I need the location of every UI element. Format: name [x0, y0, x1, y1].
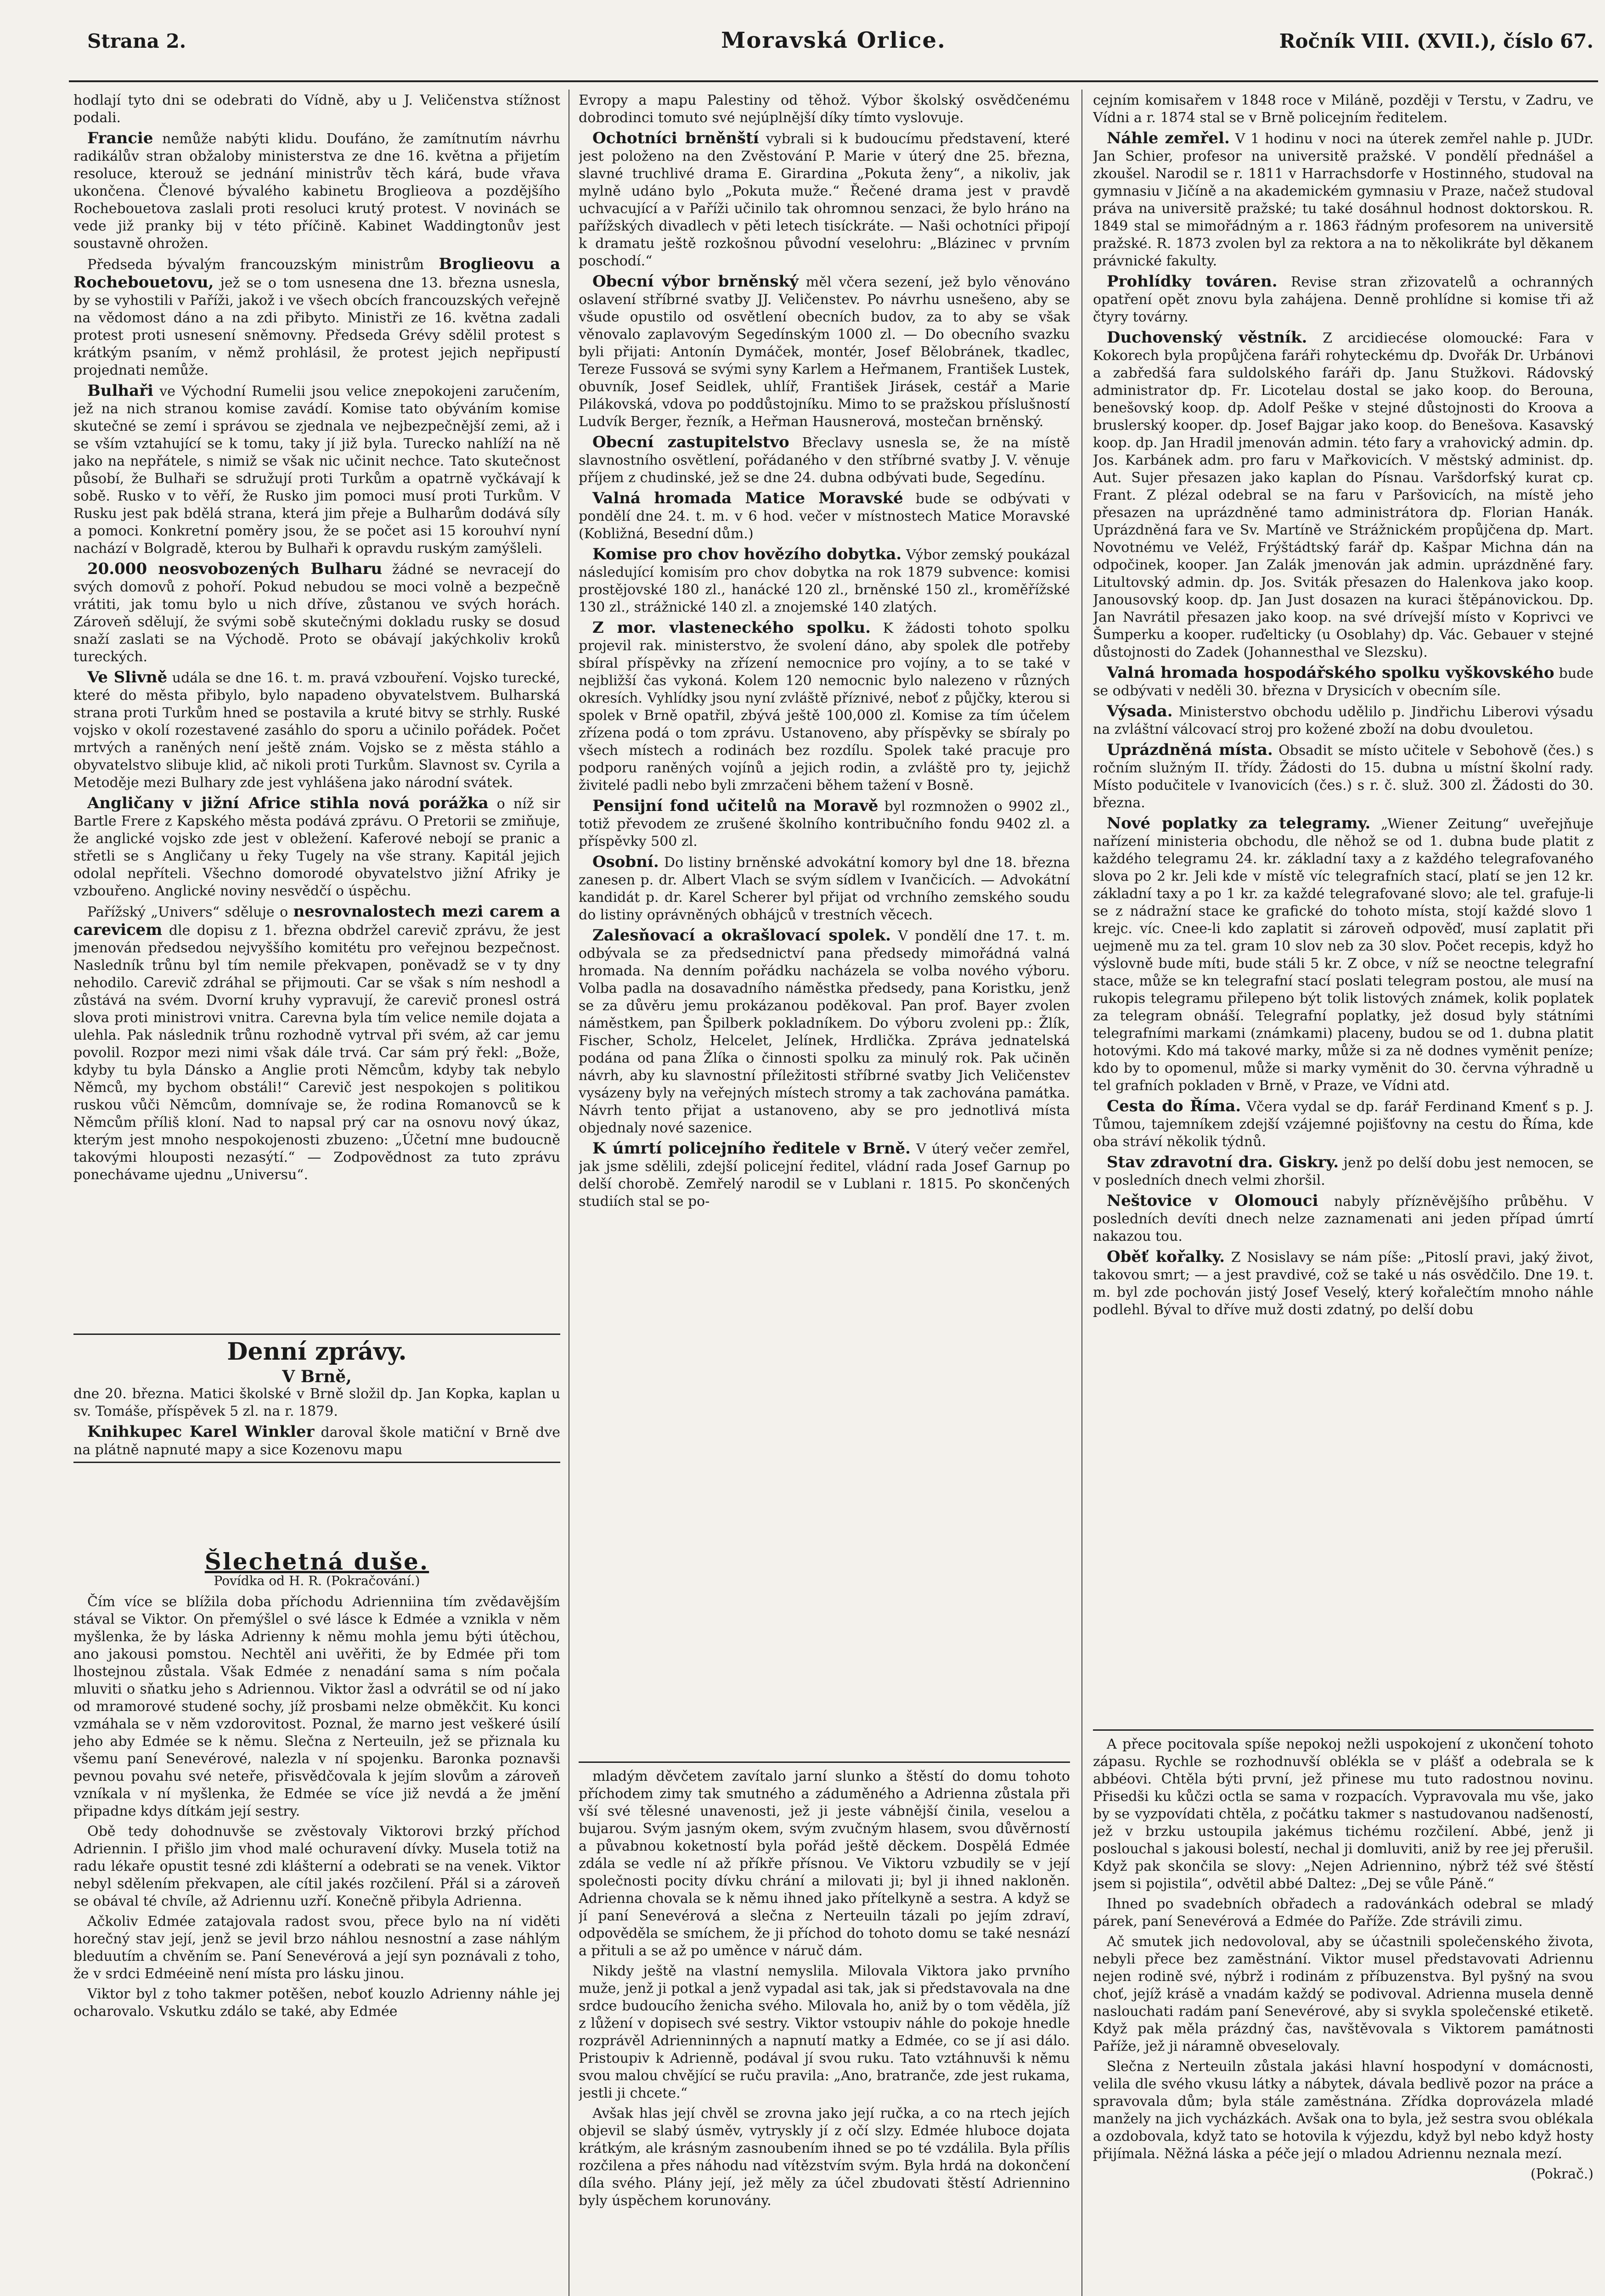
section-rule	[73, 1334, 560, 1335]
article	[579, 433, 1070, 487]
article-heading: Zalesňovací a okrašlovací spolek.	[592, 926, 891, 945]
story-text: Avšak hlas její chvěl se zrovna jako její ručka, a co na rtech jejích objevil se slabý úsměv, vytryskly jí z očí slzy. Edmée hluboce dojata krátkým, ale krásným zasnoubením ihned se po té vzdálila. Byla přílis rozčilena a přes náhodu nad vítězstvím svým. Byla hrdá na dokončení díla svého. Plány její, jež měly za účel zbudovati štěstí Adriennino byly úspěchem korunovány.	[579, 2105, 1070, 2209]
article	[1093, 1097, 1594, 1151]
article-text: měl včera sezení, jež bylo věnováno oslavení stříbrné svatby JJ. Veličenstev. Po návrhu usnešeno, aby se všude opustilo od osvětlení obecních budov, za to aby se však věnovalo zaplavovým Segedínským 1000 zl. — Do obecního svazku byli přijati: Antonín Dymáček, montér, Josef Bělobránek, tkadlec, Tereze Fussová se svými syny Karlem a Heřmanem, František Lustek, obuvník, Josef Seidlek, uhlíř, František Jirásek, cestář a Marie Pilákovská, vdova po poddůstojníku. Mimo to se pražskou příslušností Ludvík Berger, řezník, a Heřman Hausnerová, mostečan brněnský.	[579, 274, 1070, 430]
feuilleton	[73, 1548, 560, 2296]
article-text: Ministerstvo obchodu udělilo p. Jindřichu Liberovi výsadu na zvláštní válcovací stroj pro kožené zboží na dobu dvouletou.	[1093, 704, 1594, 737]
article-text: nemůže nabýti klidu. Doufáno, že zamítnutím návrhu radikálův stran obžaloby ministerstva ze dne 16. května a přijetím resoluce, kterouž se jednání ministrův těch kárá, bude vřava ukončena. Členové bývalého kabinetu Broglieova a pozdějšího Rochebouetova zaslali proti resoluci krutý protest. V novinách se vede již pranky bij v této příčině. Kabinet Waddingtonův jest soustavně ohrožen.	[73, 131, 560, 252]
article-text: Z Nosislavy se nám píše: „Pitoslí pravi, jaký život, takovou smrt; — a jest pravdivé, což se také u nás osvědčilo. Dne 19. t. m. byl zde pochován jistý Josef Veselý, který kořalečtím mnoho náhle podlehl. Býval to dříve muž dosti zdatný, po delší dobu	[1093, 1249, 1594, 1318]
feuilleton-rule	[579, 1761, 1070, 1763]
article-text: o níž sir Bartle Frere z Kapského města podává zprávu. O Pretorii se zmiňuje, že anglické vojsko zde jest v obležení. Kaferové nebojí se pranic a střetli se s Angličany u řeky Tugely na vše strany. Kapitál jejich odolal nepříteli. Všechno domorodé obyvatelstvo jižní Afriky je vzbouřeno. Anglické noviny nesvědčí o úspěchu.	[73, 796, 560, 899]
article-heading: Ochotníci brněnští	[592, 129, 759, 147]
article	[1093, 703, 1594, 738]
story-text: Ihned po svadebních obřadech a radovánkách odebral se mladý párek, paní Senevérová a Edmée do Paříže. Zde strávili zimu.	[1093, 1896, 1594, 1930]
article	[73, 1368, 560, 1420]
article-heading: Bulhaři	[87, 382, 153, 400]
column-1	[73, 92, 560, 2296]
story-text: Čím více se blížila doba příchodu Adrienniina tím zvědavějším stával se Viktor. On přemýšlel o své lásce k Edmée a vznikla v něm myšlenka, že by láska Adrienny k němu mohla jemu býti útěchou, ano jakousi pomstou. Nechtěl ani uvěřiti, že by Edmée při tom lhostejnou zůstala. Však Edmée z nenadání sama s ním počala mluviti o sňatku jeho s Adriennou. Viktor žasl a odvrátil se od ní jako od mramorové studené sochy, jíž prosbami nelze obměkčit. Ku konci vzmáhala se v něm vzdorovitost. Poznal, že marno jest veškeré úsilí jeho aby Edmée se k němu. Slečna z Nerteuiln, jež se přiznala ku všemu paní Senevérové, nalezla v ní spojenku. Baronka poznavši pevnou povahu své neteře, přisvědčovala k jejím slovům a zároveň vzníkala v ní myšlenka, že Edmée se více již nevdá a že jmění připadne kdys dítkám její sestry.	[73, 1594, 560, 1819]
article-text: jež se o tom usnesena dne 13. března usnesla, by se vyhostili v Paříži, jakož i ve všech obcích francouzských veřejně na vědomost dáno a na zdi přibyto. Ministři ze 16. května zadali protest proti usnesení sněmovny. Předseda Grévy sdělil protest s krátkým psaním, v němž prohlásil, že protest jejich nepřipustí projednati nemůže.	[73, 275, 560, 378]
masthead-title: Moravská Orlice.	[721, 28, 946, 53]
article-heading: Stav zdravotní dra. Giskry.	[1107, 1153, 1339, 1171]
story-byline: Povídka od H. R. (Pokračování.)	[214, 1573, 420, 1588]
article	[73, 1423, 560, 1459]
article-text: Z arcidiecése olomoucké: Fara v Kokorech byla propůjčena faráři rohyteckému dp. Dvořák Dr. Urbánovi a zabředšá fara suldolského faráři dp. Janu Stužkovi. Rádovský administrator dp. Fr. Licotelau dostal se jako koop. do Berouna, benešovský koop. dp. Adolf Peške v stejné důstojnosti do Kroova a bruslerský kooper. dp. Josef Bajgar jako koop. do Benešova. Kasavský koop. dp. Jan Hradil jmenován admin. této fary a vrahovický admin. dp. Jos. Karbánek adm. pro faru v Mařkovicích. V městský administ. dp. Aut. Sujer přesazen jako kaplan do Písnau. Varšdorfský kurat cp. Frant. Z plézal odebral se na faru v Paršovicích, na místě jeho přesazen na uprázdněné tamo administrátora dp. Florian Hanák. Uprázdněná fara ve Sv. Martíně ve Strážnickém propůjčena dp. Mart. Novotnému ve Veléž, Frýštádtský farář dp. Kašpar Michna dán na odpočinek, kooper. Jan Zalák jmenován jak admin. uprázdněné fary. Litultovský admin. dp. Jos. Sviták přesazen do Halenkova jako koop. Janousovský koop. dp. Jan Just dosazen na kuraci štěpánovickou. Dp. Jan Navrátil přesazen jako koop. na své drívejší místo v Koprivci ve Šumperku a kooper. ruďelticky (u Osoblahy) dp. Vác. Gebauer v stejné důstojnosti do Zadek (Johannesthal ve Slezsku).	[1093, 330, 1594, 660]
article-heading: Knihkupec Karel Winkler	[87, 1423, 315, 1441]
article	[73, 794, 560, 900]
article	[579, 853, 1070, 924]
article-heading: Broglieovu a Rochebouetovu,	[73, 255, 560, 292]
header-rule	[69, 80, 1598, 82]
article-heading: Valná hromada Matice Moravské	[592, 489, 903, 507]
feuilleton-continued	[579, 1768, 1070, 2296]
article-text: jenž po delší dobu jest nemocen, se v posledních dnech velmi zhoršil.	[1093, 1155, 1594, 1188]
story-text: Ačkoliv Edmée zatajovala radost svou, přece bylo na ní viděti horečný stav její, jenž se jevil brzo náhlou nesnostní a zase náhlým bleduutím a chvěním se. Paní Senevérová a její syn poznávali z toho, že v srdci Edméeině není místa pro lásku jinou.	[73, 1913, 560, 1982]
article	[1093, 1154, 1594, 1189]
article-heading: Valná hromada hospodářského spolku vyškovského	[1107, 664, 1554, 682]
feuilleton-continued	[1093, 1736, 1594, 2296]
story-text: Obě tedy dohodnuvše se zvěstovaly Viktorovi brzký příchod Adriennin. I přišlo jim vhod malé ochuravení dívky. Musela totiž na radu lékaře opustit tesné zdi klášterní a odebrati se na venek. Viktor nebyl sdělením překvapen, ale cítil jakés rozčilení. Přál si a zároveň se obával té chvíle, až Adriennu uzří. Konečně přibyla Adrienna.	[73, 1823, 560, 1909]
article-text: udála se dne 16. t. m. pravá vzbouření. Vojsko turecké, které do města přibylo, bylo napadeno obyvatelstvem. Bulharská strana proti Turkům hned se postavila a kruté bitvy se strhly. Ruské vojsko v okolí rozestavené zasáhlo do sporu a učinilo pořádek. Počet mrtvých a raněných není ještě znám. Vojsko se z města stáhlo a obyvatelstvo slibuje klid, ač nikoli proti Turkům. Slavnost sv. Cyrila a Metoděje mezi Bulhary zde jest vyhlášena jako národní svátek.	[73, 670, 560, 791]
article-heading: Z mor. vlasteneckého spolku.	[592, 619, 871, 637]
article	[579, 797, 1070, 850]
story-text: Nikdy ještě na vlastní nemyslila. Milovala Viktora jako prvního muže, jenž ji potkal a jenž vypadal asi tak, jak si představovala na dne srdce budoucího ženicha svého. Milovala ho, aniž by o tom věděla, jíž z lůžení v dopisech své sestry. Viktor vstoupiv náhle do pokoje hnedle rozprávěl Adrienninných a napnutí matky a Edmée, co se jí asi dálo. Pristoupiv k Adrienně, podával jí svou ruku. Tato vztáhnuvši k němu svou malou chvějící se ruču pravila: „Ano, bratranče, zde jest rukama, jestli ji chcete.“	[579, 1963, 1070, 2101]
column-2	[579, 92, 1070, 2296]
article	[73, 255, 560, 379]
article	[579, 490, 1070, 543]
article-text: žádné se nevracejí do svých domovů z pohoří. Pokud nebudou se moci volně a bezpečně vrátiti, jak tomu bylo u nich dříve, zůstanou ve svých horách. Zároveň sdělují, že svými sobě skutečnými dokladu rusky se dosud snaží zaslati se na Východě. Proto se obávají jakýchkoliv kroků tureckých.	[73, 562, 560, 665]
article-text: daroval škole matiční v Brně dve na plátně napnuté mapy a sice Kozenovu mapu	[73, 1424, 560, 1458]
article-heading: Neštovice v Olomouci	[1107, 1192, 1318, 1210]
article-text: „Wiener Zeitung“ uveřejňuje nařízení ministeria obchodu, dle něhož se od 1. dubna bude platit z každého telegramu 24. kr. základní taxy a z každého telegrafovaného slova po 2 kr. Jeli kde v místě víc telegrafních stací, platí se jen 12 kr. základní taxy a po 1 kr. za každé telegrafované slovo; ale tel. grafuje-li se z nádražní stace ke grafické do tohoto místa, stojí každé slovo 1 krejc. víc. Cnee-li kdo zaplatit si zároveň odpověď, musí zaplatit při uejmeně mu za tel. gram 10 slov neb za 30 slov. Počet recepis, když ho výslovně bude míti, bude stáli 5 kr. Z obce, v níž se neoctne telegrafní stace, může se kn telegrafní stací poslati telegram postou, ale musí na rukopis telegramu přilepeno být tolik listových známek, kolik poplatek za telegram obnáší. Telegrafní poplatky, jež dosud byly státními telegrafními markami (známkami) placeny, budou se od 1. dubna platit hotovými. Kdo má takové marky, může si za ně dodnes vyměnit peníze; kdo by to opomenul, může si marky vyměnit do 30. června výhradně u tel grafních pokladen v Brně, v Praze, ve Vídni atd.	[1093, 816, 1594, 1094]
article-heading: Komise pro chov hovězího dobytka.	[592, 545, 902, 563]
article-text: bude se odbývati v neděli 30. března v Drysicích v obecním síle.	[1093, 665, 1594, 699]
article-text: V úterý večer zemřel, jak jsme sdělili, zdejší policejní ředitel, vládní rada Josef Garnup po delší chorobě. Zemřelý narodil se v Lublani r. 1815. Po skončených studiích stal se po-	[579, 1141, 1070, 1210]
article-text: ve Východní Rumelii jsou velice znepokojeni zaručením, jež na nich stranou komise zavádí. Komise tato obýváním komise skutečné se zemí i správou se zjednala ve nejbezpečnější zemi, až i se vším vztahující se k tomu, taky jí již byla. Turecko nahlíží na ně jako na nepřátele, s nimiž se však nic učinit nechce. Tato skutečnost působí, že Bulhaři se sdružují proti Turkům a opatrně vyčkávají k sobě. Rusko v to věří, že Rusko jim pomoci musí proti Turkům. V Rusku jest pak bdělá strana, která jim přeje a Bulharům dodává síly a pomoci. Konkretní poměry jsou, že se počet asi 15 korouhví nyní nachází v Bolgradě, kterou by Bulhaři k opravdu ruským zamýšleli.	[73, 383, 560, 557]
article-text: nabyly přízněvějšího průběhu. V posledních devíti dnech nelze zaznamenati ani jeden případ úmrtí nakazou tou.	[1093, 1193, 1594, 1244]
article-heading: Ve Slivně	[87, 668, 168, 687]
article	[73, 903, 560, 1184]
article-text: Pařížský „Univers“ sděluje o	[87, 904, 288, 920]
article-heading: Obecní zastupitelstvo	[592, 433, 789, 451]
article	[1093, 815, 1594, 1095]
section-rule	[73, 1462, 560, 1463]
article-heading: K úmrtí policejního ředitele v Brně.	[592, 1139, 911, 1158]
article-heading: Pensijní fond učitelů na Moravě	[592, 797, 879, 815]
article	[579, 273, 1070, 431]
article-heading: Prohlídky továren.	[1107, 272, 1278, 291]
article	[1093, 129, 1594, 270]
page-header	[69, 25, 1598, 80]
story-text: Slečna z Nerteuiln zůstala jakási hlavní hospodyní v domácnosti, velila dle svého vkusu látky a nábytek, dávala bedlivě pozor na práce a spravovala dům; byla stále zaměstnána. Zřídka doprovázela mladé manžely na jich vycházkách. Avšak ona to byla, jež sestra svou oblékala a ozdobovala, když tato se hotovila k výjezdu, když byl nebo když hosty přijímala. Něžná láska a péče její o mladou Adriennu neznala mezí.	[1093, 2059, 1594, 2162]
article-text: vybrali si k budoucímu představení, které jest položeno na den Zvěstování P. Marie v úterý dne 25. března, slavné truchlivé drama E. Girardina „Pokuta ženy“, a nikoliv, jak mylně udáno bylo „Pokuta muže.“ Řečené drama jest v pravdě uchvacující a v Paříži učinilo tak ohromnou senzaci, že bylo hráno na pařížských divadlech v pěti letech tisíckráte. — Naši ochotníci připojí k dramatu ještě rozkošnou původní veselohru: „Blázinec v prvním poschodí.“	[579, 131, 1070, 269]
column-divider	[1081, 90, 1082, 2296]
continuation-note: (Pokrač.)	[1530, 2166, 1594, 2182]
article-text: dne 20. března. Matici školské v Brně složil dp. Jan Kopka, kaplan u sv. Tomáše, příspěvek 5 zl. na r. 1879.	[73, 1386, 560, 1419]
issue-number: Ročník VIII. (XVII.), číslo 67.	[1279, 30, 1594, 52]
article-heading: V Brně,	[282, 1367, 352, 1386]
article	[1093, 273, 1594, 326]
article-text: byl rozmnožen o 9902 zl., totiž převodem ze zrušené školního kontribučního fondu 9402 zl. a příspěvky 500 zl.	[579, 799, 1070, 850]
article	[73, 560, 560, 666]
newspaper-page	[69, 25, 1598, 2296]
story-title: Šlechetná duše.	[204, 1548, 429, 1575]
article	[1093, 1248, 1594, 1319]
daily-news-header	[73, 1332, 560, 1465]
article-heading: Cesta do Říma.	[1107, 1097, 1241, 1115]
article-text: Včera vydal se dp. farář Ferdinand Kmenť s p. J. Tůmou, tajemníkem zdejší vzájemné pojišťovny na cestu do Říma, kde oba stráví několik týdnů.	[1093, 1099, 1594, 1150]
story-text: Viktor byl z toho takmer potěšen, neboť kouzlo Adrienny náhle jej ocharovalo. Vskutku zdálo se také, aby Edmée	[73, 1986, 560, 2020]
article-heading: Náhle zemřel.	[1107, 129, 1230, 147]
article-heading: Oběť kořalky.	[1107, 1248, 1225, 1266]
article	[73, 382, 560, 557]
article-text: Obsadit se místo učitele v Sebohově (čes.) s ročním služným II. třídy. Žádosti do 15. dubna u místní školní rady. Místo podučitele v Ivanovicích (čes.) s r. č. služ. 300 zl. Žádosti do 30. března.	[1093, 743, 1594, 811]
article-text: Do listiny brněnské advokátní komory byl dne 18. března zanesen p. dr. Albert Vlach se svým sídlem v Ivančicích. — Advokátní kandidát p. dr. Karel Scherer byl přijat od vrchního zemského soudu do listiny oprávněných obhájců v trestních věcech.	[579, 855, 1070, 923]
article	[1093, 329, 1594, 661]
story-text: Ač smutek jich nedovoloval, aby se účastnili společenského života, nebyli přece bez zaměstnání. Viktor musel představovati Adriennu nejen rodině své, nýbrž i rodinám z příbuzenstva. Byl pyšný na svou choť, jejíž krásě a vnadám každý se podivoval. Adrienna musela denně naslouchati radám paní Senevérové, aby si svykla společenské etiketě. Když pak měla prázdný čas, navštěvovala s Viktorem památnosti Paříže, jež ji náramně obveselovaly.	[1093, 1934, 1594, 2054]
article	[579, 1140, 1070, 1210]
article-text: dle dopisu z 1. března obdržel carevič zprávu, že jest jmenován předsedou nejvyššího komitétu pro veřejnou bezpečnost. Nasledník trůnu byl tím nemile překvapen, poněvadž se v ty dny nehodilo. Carevič zdráhal se přijmouti. Car se však s ním neshodl a zůstává na svém. Dvorní kruhy vypravují, že carevič pronesl ostrá slova proti ministrovi vnitra. Carevna byla tím velice nemile dojata a ulehla. Pak následnik trůnu rozhodně vytrval při svém, až car jemu povolil. Rozpor mezi nimi však dále trvá. Car sám prý řekl: „Bože, kdyby tu byla Dánsko a Anglie proti Němcům, kdyby tak nebylo Němců, my bychom obstáli!“ Carevič jest nespokojen s politikou ruskou vůči Němcům, domnívaje se, že rodina Romanovců se k Němcům příliš kloní. Nad to napsal prý car na osnovu nový úkaz, kterým jest mnoho nespokojenosti zbuzeno: „Účetní mne budoucně takovými hlouposti nezasýtí.“ — Zodpovědnost za tuto zprávu ponechávame ujednu „Universu“.	[73, 923, 560, 1183]
story-text: mladým děvčetem zavítalo jarní slunko a štěstí do domu tohoto příchodem zimy tak smutného a záduměného a Adrienna zůstala při vší své tělesné unavenosti, jež ji jeste vábnější činila, veselou a bujarou. Svým jasným okem, svým zvučným hlasem, svou důvěrností a půvabnou koketností byla pořád ještě děckem. Dospělá Edmée zdála se vedle ní až příkře přísnou. Ve Viktoru vzbudily se v její společnosti pocity dívku chrání a milovati ji; byl ji ihned nakloněn. Adrienna chovala se k němu ihned jako přítelkyně a sestra. A když se jí paní Senevérová a slečna z Nerteuiln tázali po jejím zdraví, odpověděla se smíchem, že ji příchod do tohoto domu se také nesnází a přituli a se až po uměnce v náruč dám.	[579, 1768, 1070, 1959]
article-text: Evropy a mapu Palestiny od těhož. Výbor školský osvědčenému dobrodinci tomuto své nejúplnější díky tímto vyslovuje.	[579, 92, 1070, 126]
article-text: V pondělí dne 17. t. m. odbývala se za předsednictví pana předsedy mimořádná valná hromada. Na denním pořádku nacházela se volba nového výboru. Volba padla na dosavadního náměstka předsedy, pana Koristku, jenž se za důvěru jemu prokázanou poděkoval. Pan prof. Bayer zvolen náměstkem, pan Špilberk pokladníkem. Do výboru zvoleni pp.: Žlík, Fischer, Scholz, Helcelet, Jelínek, Hrdlička. Zpráva jednatelská podána od pana Žlíka o činnosti spolku za minulý rok. Pak učiněn návrh, aby ku slavnostní příležitosti stříbrné svatby Jich Veličenstev vysázeny byly na veřejných místech stromy a tak zachována památka. Návrh tento přijat a ustanoveno, aby se pro jednotlivá místa objednaly nové sazenice.	[579, 928, 1070, 1136]
article	[1093, 664, 1594, 700]
article-heading: Osobní.	[592, 853, 659, 871]
article-heading: nesrovnalostech mezi carem a carevicem	[73, 902, 560, 939]
story-text: A přece pocitovala spíše nepokoj nežli uspokojení z ukončení tohoto zápasu. Rychle se rozhodnuvší oblékla se v plášť a odebrala se k abbéovi. Chtěla býti první, jež přinese mu tuto radostnou novinu. Přisedši ku kůčzi octla se sama v rozpacích. Vypravovala mu vše, jako by se vyzpovídati chtěla, z počátku takmer s nastudovanou nadšeností, jež v brzku ustoupila jakémus tichému rozčilení. Abbé, jenž ji poslouchal s jakousi bolestí, nechal ji domluviti, aniž by ree jej přerušil. Když pak skončila se slovy: „Nejen Adriennino, nýbrž též své štěstí jsem si pojistila“, odvětil abbé Daltez: „Dej se vůle Páně.“	[1093, 1736, 1594, 1892]
article-heading: 20.000 neosvobozených Bulharu	[87, 560, 383, 578]
article-text: K žádosti tohoto spolku projevil rak. ministerstvo, že svolení dáno, aby spolek dle potřeby sbíral příspěvky na zřízení nemocnice pro vojíny, a to se také v nejbližší čas vykoná. Kolem 120 nemocnic bylo nalezeno v různých okresích. Vyhlídky jsou nyní zvláště příznivé, neboť z půjčky, kterou si spolek v Brně opatřil, zbývá ještě 100,000 zl. Komise za tím účelem zřízena podá o tom zprávu. Ustanoveno, aby příspěvky se sbíraly po všech místech a rodinách bez rozdílu. Spolek také pracuje pro podporu raněných vojínů a jejich rodin, a zvláště pro ty, jejichž živitelé padli nebo byli zmrzačeni během tažení v Bosně.	[579, 620, 1070, 793]
news-section	[579, 92, 1070, 1759]
article	[579, 129, 1070, 270]
article-heading: Obecní výbor brněnský	[592, 272, 799, 291]
article-text: Předseda bývalým francouzským ministrům	[87, 257, 424, 273]
article	[579, 546, 1070, 616]
article	[73, 669, 560, 792]
article-text: bude se odbývati v pondělí dne 24. t. m. v 6 hod. večer v místnostech Matice Moravské (Kobližná, Besední dům.)	[579, 491, 1070, 542]
article-heading: Duchovenský věstník.	[1107, 328, 1307, 347]
article	[579, 619, 1070, 794]
section-title: Denní zprávy.	[227, 1338, 407, 1366]
article-text: V 1 hodinu v noci na úterek zemřel nahle p. JUDr. Jan Schier, profesor na universitě pražské. V pondělí přednášel a zkoušel. Narodil se r. 1811 v Harrachsdorfe v Hostinného, studoval na gymnasiu v Jičíně a na akademickém gymnasiu v Praze, načež studoval práva na universitě pražské; tu také dosáhnul hodnost doktorskou. R. 1849 stal se mimořádným a r. 1863 řádným profesorem na universitě pražské. R. 1873 zvolen byl za rektora a na to několikráte byl děkanem právnické fakulty.	[1093, 131, 1594, 269]
news-section	[73, 92, 560, 1327]
page-number: Strana 2.	[87, 30, 186, 52]
article-heading: Uprázdněná místa.	[1107, 741, 1273, 759]
article-heading: Francie	[87, 129, 153, 147]
article-heading: Angličany v jižní Africe stihla nová porážka	[87, 794, 489, 812]
feuilleton-rule	[1093, 1729, 1594, 1731]
article-text: Výbor zemský poukázal následující komisím pro chov dobytka na rok 1879 subvence: komisi prostějovské 180 zl., hanácké 120 zl., brněnské 150 zl., kroměřížské 130 zl., strážnické 140 zl. a znojemské 140 zlatých.	[579, 547, 1070, 615]
article-text: cejním komisařem v 1848 roce v Miláně, později v Terstu, v Zadru, ve Vídni a r. 1874 stal se v Brně policejním ředitelem.	[1093, 92, 1594, 126]
column-3	[1093, 92, 1594, 2296]
article-text: Břeclavy usnesla se, že na místě slavnostního osvětlení, pořádaného v den stříbrné svatby J. V. věnuje příjem z chudinské, jež se dne 24. dubna odbývati bude, Segedínu.	[579, 435, 1070, 486]
article-heading: Nové poplatky za telegramy.	[1107, 814, 1371, 833]
article	[579, 927, 1070, 1137]
article	[1093, 741, 1594, 812]
news-section	[1093, 92, 1594, 1727]
article	[1093, 1192, 1594, 1245]
article-text: hodlají tyto dni se odebrati do Vídně, aby u J. Veličenstva stížnost podali.	[73, 92, 560, 126]
article-heading: Výsada.	[1107, 702, 1173, 720]
article-text: Revise stran zřizovatelů a ochranných opatření opět znovu byla zahájena. Denně prohlídne si komise tři až čtyry továrny.	[1093, 274, 1594, 325]
article	[73, 129, 560, 253]
